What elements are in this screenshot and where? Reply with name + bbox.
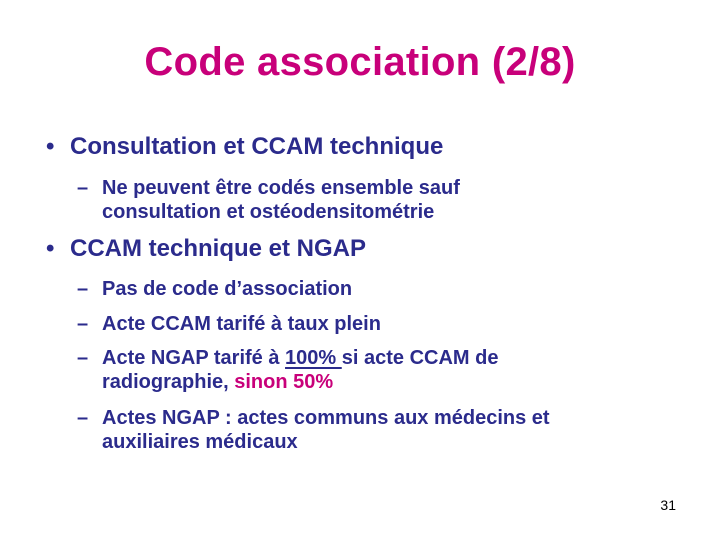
sub-bullet-line bbox=[102, 370, 498, 394]
bullet-dot-icon: • bbox=[46, 133, 55, 160]
dash-icon: – bbox=[77, 347, 89, 369]
bullet-ccam-ngap bbox=[46, 235, 366, 263]
text-segment: si acte CCAM de bbox=[341, 347, 499, 369]
highlighted-text: sinon 50% bbox=[234, 371, 334, 393]
sub-bullet-pas-de-code bbox=[77, 277, 352, 301]
text-segment: Acte NGAP tarifé à bbox=[102, 347, 286, 369]
sub-bullet-line: auxiliaires médicaux bbox=[102, 431, 298, 453]
dash-icon: – bbox=[77, 407, 89, 429]
page-number: 31 bbox=[660, 497, 676, 513]
dash-icon: – bbox=[77, 278, 89, 300]
bullet-text: Consultation et CCAM technique bbox=[70, 133, 444, 160]
sub-bullet-line: Actes NGAP : actes communs aux médecins et bbox=[102, 407, 550, 429]
sub-bullet-codage bbox=[77, 176, 460, 224]
sub-bullet-ccam-taux-plein bbox=[77, 312, 381, 336]
bullet-dot-icon: • bbox=[46, 235, 55, 262]
dash-icon: – bbox=[77, 313, 89, 335]
sub-bullet-line: Ne peuvent être codés ensemble sauf bbox=[102, 177, 460, 199]
bullet-consultation-ccam bbox=[46, 133, 443, 161]
sub-bullet-line: Acte CCAM tarifé à taux plein bbox=[102, 313, 381, 335]
sub-bullet-line: consultation et ostéodensitométrie bbox=[102, 201, 435, 223]
dash-icon: – bbox=[77, 177, 89, 199]
text-segment: radiographie, bbox=[102, 371, 235, 393]
sub-bullet-line: Pas de code d’association bbox=[102, 278, 353, 300]
slide-title: Code association (2/8) bbox=[144, 40, 576, 84]
sub-bullet-line bbox=[102, 346, 498, 370]
bullet-text: CCAM technique et NGAP bbox=[70, 235, 367, 262]
underlined-percentage: 100% bbox=[285, 347, 342, 369]
sub-bullet-actes-communs bbox=[77, 406, 550, 454]
sub-bullet-ngap-tarif bbox=[77, 346, 498, 394]
